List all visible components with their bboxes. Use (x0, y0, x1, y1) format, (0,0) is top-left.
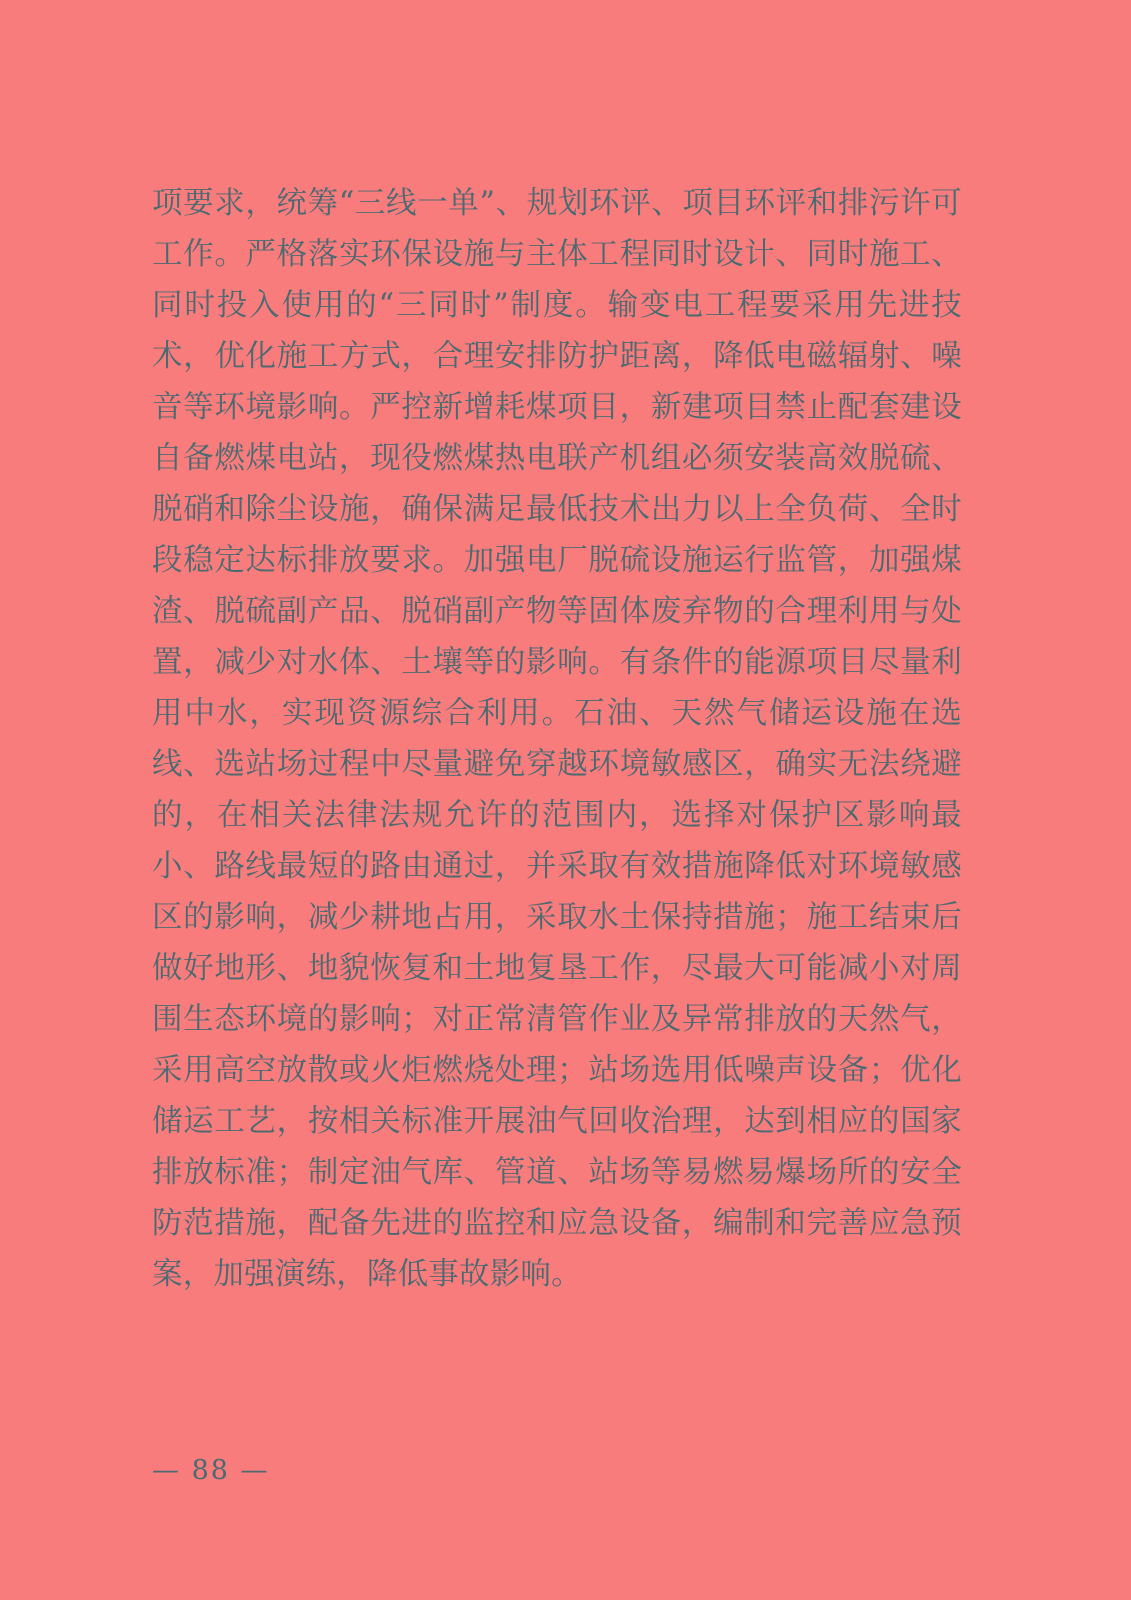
body-paragraph: 项要求，统筹“三线一单”、规划环评、项目环评和排污许可工作。严格落实环保设施与主体工程同时设计、同时施工、同时投入使用的“三同时”制度。输变电工程要采用先进技术，优化施工方式，合理安排防护距离，降低电磁辐射、噪音等环境影响。严控新增耗煤项目，新建项目禁止配套建设自备燃煤电站，现役燃煤热电联产机组必须安装高效脱硫、脱硝和除尘设施，确保满足最低技术出力以上全负荷、全时段稳定达标排放要求。加强电厂脱硫设施运行监管，加强煤渣、脱硫副产品、脱硝副产物等固体废弃物的合理利用与处置，减少对水体、土壤等的影响。有条件的能源项目尽量利用中水，实现资源综合利用。石油、天然气储运设施在选线、选站场过程中尽量避免穿越环境敏感区，确实无法绕避的，在相关法律法规允许的范围内，选择对保护区影响最小、路线最短的路由通过，并采取有效措施降低对环境敏感区的影响，减少耕地占用，采取水土保持措施；施工结束后做好地形、地貌恢复和土地复垦工作，尽最大可能减小对周围生态环境的影响；对正常清管作业及异常排放的天然气，采用高空放散或火炬燃烧处理；站场选用低噪声设备；优化储运工艺，按相关标准开展油气回收治理，达到相应的国家排放标准；制定油气库、管道、站场等易燃易爆场所的安全防范措施，配备先进的监控和应急设备，编制和完善应急预案，加强演练，降低事故影响。 (152, 186, 962, 1292)
page-number: — 88 — (152, 1455, 270, 1486)
